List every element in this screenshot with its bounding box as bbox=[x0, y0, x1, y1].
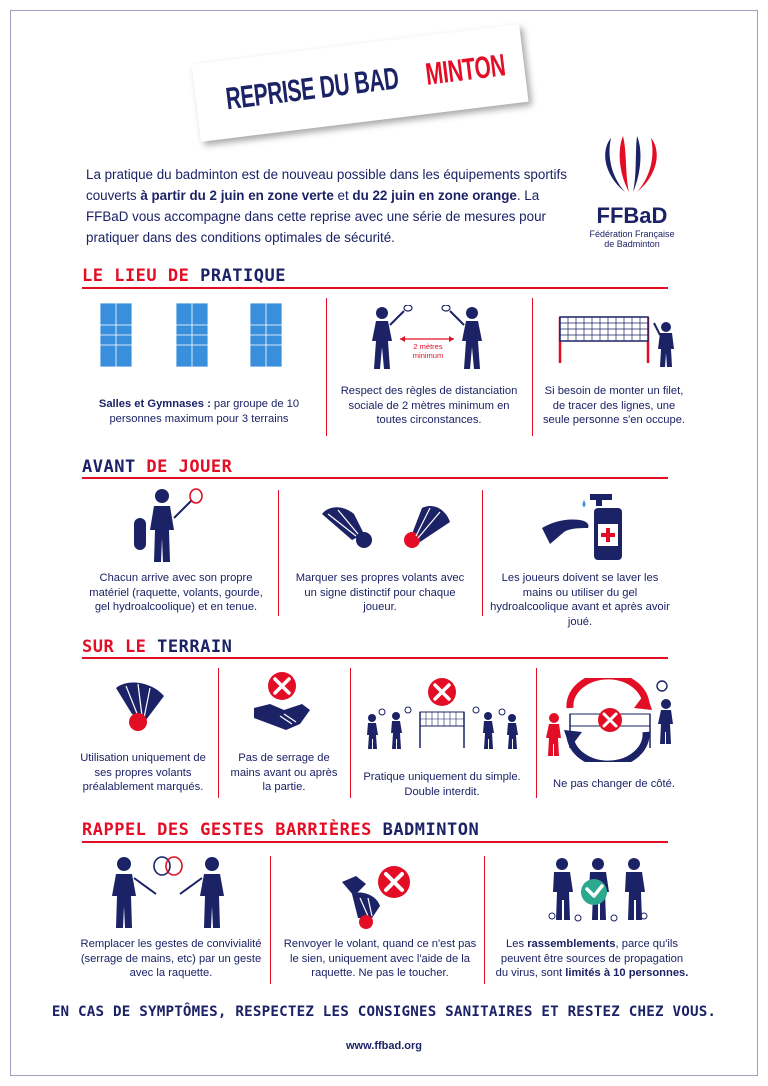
logo-subtitle-1: Fédération Française bbox=[589, 229, 675, 239]
section-lieu-word1: LE LIEU DE bbox=[82, 266, 201, 286]
column-divider bbox=[350, 668, 351, 798]
rassemblement-bold-2: limités à 10 personnes. bbox=[565, 967, 689, 979]
group-limit-icon bbox=[548, 856, 648, 932]
section-avant-word2: DE JOUER bbox=[146, 457, 233, 477]
caption-renvoyer: Renvoyer le volant, quand ce n'est pas le sien, uniquement avec l'aide de la raquette. Ne pas le toucher. bbox=[283, 938, 477, 979]
intro-bold-1: à partir du 2 juin en zone verte bbox=[140, 188, 334, 203]
column-divider bbox=[482, 490, 483, 616]
rassemblement-text-1: Les bbox=[506, 938, 528, 950]
net-setup-icon bbox=[556, 313, 686, 369]
racket-greeting-icon bbox=[108, 854, 230, 930]
distance-label-1: 2 mètres bbox=[413, 342, 443, 351]
column-divider bbox=[218, 668, 219, 798]
logo-subtitle-2: de Badminton bbox=[604, 239, 660, 249]
section-lieu-word2: PRATIQUE bbox=[200, 266, 286, 286]
section-title-avant bbox=[82, 457, 232, 477]
distance-label bbox=[404, 343, 452, 360]
rassemblement-text-2: , parce qu'ils peuvent être sources de propagation du virus, sont bbox=[495, 938, 684, 979]
caption-simple: Pratique uniquement du simple. Double interdit. bbox=[363, 771, 521, 798]
no-touch-shuttlecock-icon bbox=[336, 860, 422, 930]
section-title-rappel bbox=[82, 820, 479, 840]
ffbad-logo bbox=[584, 134, 680, 264]
singles-only-icon bbox=[360, 676, 526, 752]
intro-paragraph bbox=[86, 164, 582, 248]
intro-text-3: . La FFBaD vous accompagne dans cette reprise avec une série de mesures pour pratiquer dans des conditions optimales de sécurité. bbox=[86, 188, 546, 245]
caption-serrage: Pas de serrage de mains avant ou après la partie. bbox=[230, 752, 338, 793]
column-divider bbox=[532, 298, 533, 436]
caption-salles bbox=[84, 397, 314, 426]
no-side-change-icon bbox=[540, 678, 682, 762]
section-rappel-word2: BADMINTON bbox=[382, 820, 480, 840]
section-avant-word1: AVANT bbox=[82, 457, 147, 477]
column-divider bbox=[536, 668, 537, 798]
caption-propres-volants: Utilisation uniquement de ses propres volants préalablement marqués. bbox=[80, 752, 206, 793]
caption-volants: Marquer ses propres volants avec un signe distinctif pour chaque joueur. bbox=[295, 572, 465, 613]
caption-cote: Ne pas changer de côté. bbox=[553, 778, 675, 790]
title-part1: REPRISE DU BAD bbox=[223, 60, 400, 117]
website-link[interactable]: www.ffbad.org bbox=[346, 1040, 422, 1052]
caption-distance: Respect des règles de distanciation sociale de 2 mètres minimum en toutes circonstances. bbox=[340, 385, 518, 426]
caption-filet: Si besoin de monter un filet, de tracer des lignes, une seule personne s'en occupe. bbox=[542, 385, 686, 426]
page-title bbox=[204, 46, 515, 119]
caption-salles-bold: Salles et Gymnases : bbox=[98, 398, 211, 410]
caption-convivialite: Remplacer les gestes de convivialité (serrage de mains, etc) par un geste avec la raquette. bbox=[80, 938, 262, 979]
caption-rassemblements bbox=[494, 937, 690, 981]
hand-sanitizer-icon bbox=[540, 488, 650, 562]
title-part2: MINTON bbox=[423, 47, 507, 92]
footer-warning: EN CAS DE SYMPTÔMES, RESPECTEZ LES CONSIGNES SANITAIRES ET RESTEZ CHEZ VOUS. bbox=[51, 1004, 717, 1020]
intro-bold-2: du 22 juin en zone orange bbox=[352, 188, 517, 203]
section-terrain-word1: SUR LE bbox=[82, 637, 158, 657]
caption-salles-text: par groupe de 10 personnes maximum pour 3 terrains bbox=[109, 398, 300, 425]
intro-text-2: et bbox=[333, 188, 353, 203]
section-divider bbox=[82, 287, 668, 289]
column-divider bbox=[278, 490, 279, 616]
caption-mains: Les joueurs doivent se laver les mains ou utiliser du gel hydroalcoolique avant et après avoir joué. bbox=[490, 572, 670, 628]
badminton-courts-icon bbox=[100, 303, 286, 367]
section-terrain-word2: TERRAIN bbox=[157, 637, 233, 657]
distance-label-2: minimum bbox=[412, 350, 444, 360]
section-divider bbox=[82, 841, 668, 843]
column-divider bbox=[270, 856, 271, 984]
section-title-terrain bbox=[82, 637, 232, 657]
intro-text-1: La pratique du badminton est de nouveau possible dans les équipements sportifs couverts bbox=[86, 167, 567, 203]
no-handshake-icon bbox=[250, 670, 314, 734]
column-divider bbox=[326, 298, 327, 436]
player-with-equipment-icon bbox=[132, 488, 212, 564]
section-title-lieu bbox=[82, 266, 286, 286]
caption-materiel: Chacun arrive avec son propre matériel (raquette, volants, gourde, gel hydroalcoolique) et en tenue. bbox=[89, 572, 263, 613]
own-shuttlecock-icon bbox=[112, 678, 168, 732]
section-rappel-word1: RAPPEL DES GESTES BARRIÈRES bbox=[82, 820, 383, 840]
column-divider bbox=[484, 856, 485, 984]
rassemblement-bold-1: rassemblements bbox=[527, 938, 616, 950]
shuttle-feathers-icon bbox=[597, 134, 667, 196]
section-divider bbox=[82, 477, 668, 479]
section-divider bbox=[82, 657, 668, 659]
marked-shuttlecocks-icon bbox=[318, 500, 458, 556]
logo-name: FFBaD bbox=[596, 203, 668, 228]
